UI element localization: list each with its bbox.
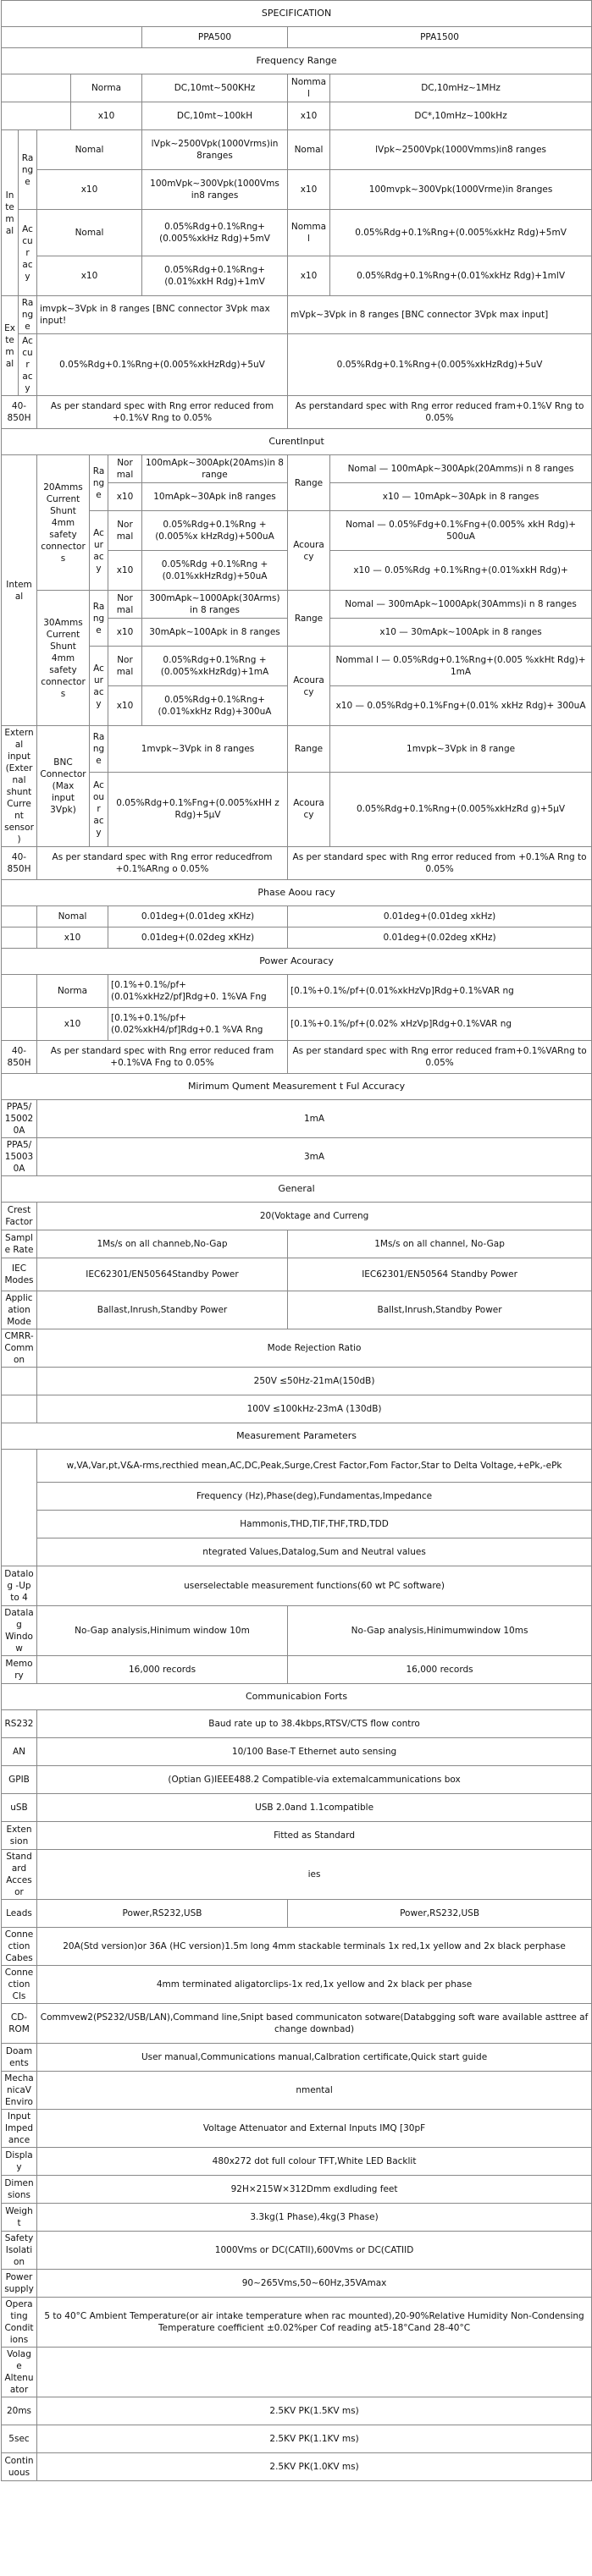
cell-value: 250V ≤50Hz-21mA(150dB) <box>37 1368 592 1395</box>
volt-int-row <box>2 210 592 256</box>
cell-a: DC,10mt~500KHz <box>142 74 288 102</box>
cell-b: 0.01deg+(0.02deg xKHz) <box>288 927 592 949</box>
row-label: Crest Factor <box>2 1203 37 1230</box>
row-label: Nomal <box>346 520 374 530</box>
row-label: Display <box>2 2148 37 2176</box>
measurement-row <box>2 1566 592 1606</box>
comm-row <box>2 1766 592 1794</box>
cmrr-row <box>2 1329 592 1368</box>
cell-b: Power,RS232,USB <box>288 1900 592 1928</box>
min-current-row <box>2 1100 592 1138</box>
cell-value: 2.5KV PK(1.0KV ms) <box>37 2453 592 2481</box>
cell-a: 10mApk~30Apk in8 ranges <box>142 483 288 511</box>
accuracy-label: Acoura cy <box>288 647 330 726</box>
row-label: Norma <box>71 74 142 102</box>
cell-value: (Optian G)IEEE488.2 Compatible-via extemalcammunications box <box>37 1766 592 1794</box>
section-communication <box>2 1684 592 1710</box>
row-label: Extension <box>2 1822 37 1850</box>
mech-row <box>2 2453 592 2481</box>
row-label: x10 <box>37 256 142 296</box>
cell-value: User manual,Communications manual,Calbration certificate,Quick start guide <box>37 2044 592 2072</box>
accuracy-label: Acoura cy <box>288 511 330 591</box>
row-label: 40-850H <box>2 1041 37 1074</box>
comm-row <box>2 1900 592 1928</box>
group-label: External input (External shunt Current sensor) <box>2 726 37 847</box>
cell-a: [0.1%+0.1%/pf+(0.01%xkHz2/pf]Rdg+0. 1%VA Fng <box>108 975 288 1008</box>
current-4085-row <box>2 847 592 880</box>
row-label: x10 <box>37 927 108 949</box>
cell-a: [0.1%+0.1%/pf+(0.02%xkH4/pf]Rdg+0.1 %VA Rng <box>108 1008 288 1041</box>
cell-value: 3mA <box>37 1138 592 1176</box>
section-general <box>2 1176 592 1203</box>
cell-a: 100mVpk~300Vpk(1000Vms in8 ranges <box>142 170 288 210</box>
row-label: Nomal <box>345 599 374 609</box>
range-label: Range <box>19 130 37 210</box>
cell-value: 10/100 Base-T Ethernet auto sensing <box>37 1738 592 1766</box>
mech-row <box>2 2397 592 2425</box>
row-label: Weight <box>2 2204 37 2232</box>
cell-b: 0.01deg+(0.01deg xkHz) <box>288 906 592 927</box>
row-label: PPA5/15002 0A <box>2 1100 37 1138</box>
current-ext-row <box>2 726 592 773</box>
comm-row <box>2 1928 592 1966</box>
volt-int-row <box>2 130 592 170</box>
cell-a: As per standard spec with Rng error reducedfrom +0.1%ARng o 0.05% <box>37 847 288 880</box>
row-label: x10 <box>335 701 353 711</box>
cell-value: 2.5KV PK(1.1KV ms) <box>37 2425 592 2453</box>
range-label: Range <box>288 455 330 511</box>
cell-value: userselectable measurement functions(60 wt PC software) <box>37 1566 592 1606</box>
row-label: IEC Modes <box>2 1258 37 1291</box>
range-label: Rang e <box>90 726 108 773</box>
cell-a: imvpk~3Vpk in 8 ranges [BNC connector 3Vpk max input! <box>37 296 288 334</box>
cell-a: 100mApk~300Apk(20Ams)in 8 range <box>142 455 288 483</box>
current-row <box>2 455 592 483</box>
cell-a: As per standard spec with Rng error reduced fram +0.1%VA Fng to 0.05% <box>37 1041 288 1074</box>
cell-value: Baud rate up to 38.4kbps,RTSV/CTS flow contro <box>37 1710 592 1738</box>
cell-value: 92H×215W×312Dmm exdluding feet <box>37 2176 592 2204</box>
specification-sheet <box>1 0 591 2481</box>
cell-a: 0.01deg+(0.02deg xKHz) <box>108 927 288 949</box>
row-label: Nommal l <box>335 655 379 665</box>
row-label: Continuous <box>2 2453 37 2481</box>
cell-b: As per standard spec with Rng error reduced fram+0.1%VARng to 0.05% <box>288 1041 592 1074</box>
cell-b: Nomal — 0.05%Fdg+0.1%Fng+(0.005% xkH Rdg)+ 500uA <box>330 511 592 551</box>
cell-value: 90~265Vms,50~60Hz,35VAmax <box>37 2270 592 2298</box>
mech-row <box>2 2232 592 2270</box>
cell-b: Ballst,Inrush,Standby Power <box>288 1291 592 1329</box>
current-row <box>2 511 592 551</box>
cell-a: No-Gap analysis,Hinimum window 10m <box>37 1606 288 1656</box>
cell-b: As per standard spec with Rng error reduced from +0.1%A Rng to 0.05% <box>288 847 592 880</box>
row-label: x10 <box>37 1008 108 1041</box>
row-label: Datalag Window <box>2 1606 37 1656</box>
section-min-current <box>2 1074 592 1100</box>
cell-value: 100V ≤100kHz-23mA (130dB) <box>37 1395 592 1423</box>
cell-a: 1mvpk~3Vpk in 8 ranges <box>108 726 288 773</box>
cell-b: IEC62301/EN50564 Standby Power <box>288 1258 592 1291</box>
cell-b: Nomal — 100mApk~300Apk(20Amms)i n 8 ranges <box>330 455 592 483</box>
row-label: Dimensions <box>2 2176 37 2204</box>
cell-value: ies <box>37 1850 592 1900</box>
range-label: Rang e <box>90 591 108 647</box>
mech-row <box>2 2270 592 2298</box>
cell-b: [0.1%+0.1%/pf+(0.01%xkHzVp]Rdg+0.1%VAR ng <box>288 975 592 1008</box>
current-ext-row <box>2 772 592 846</box>
row-label: Operating Conditions <box>2 2298 37 2348</box>
row-label: Nomal <box>37 906 108 927</box>
accuracy-label: Acur acy <box>90 647 108 726</box>
cell-b: x10 — 0.05%Rdg+0.1%Fng+(0.01% xkHz Rdg)+ 300uA <box>330 686 592 726</box>
title-row <box>2 1 592 27</box>
row-label: AN <box>2 1738 37 1766</box>
cell-a: 30mApk~100Apk in 8 ranges <box>142 619 288 647</box>
row-label: Memory <box>2 1656 37 1684</box>
row-label: Safety Isolation <box>2 2232 37 2270</box>
mech-row <box>2 2110 592 2148</box>
row-label: x10 <box>108 551 142 591</box>
cell-a: 300mApk~1000Apk(30Arms) in 8 ranges <box>142 591 288 619</box>
row-label: x10 <box>288 256 330 296</box>
row-label: Nomal <box>347 464 377 474</box>
model-a: PPA500 <box>142 27 288 48</box>
range-label: Rang e <box>90 455 108 511</box>
row-label: Nor mal <box>108 455 142 483</box>
current-row <box>2 647 592 686</box>
row-label: 5sec <box>2 2425 37 2453</box>
sensor-name: BNC Connector(Max input 3Vpk) <box>37 726 90 847</box>
mech-row <box>2 2176 592 2204</box>
cell-value: 1000Vms or DC(CATII),600Vms or DC(CATIID <box>37 2232 592 2270</box>
section-heading: Frequency Range <box>2 48 592 74</box>
row-label: Power supply <box>2 2270 37 2298</box>
spec-title: SPECIFICATION <box>2 1 592 27</box>
accuracy-label: Acour acy <box>90 772 108 846</box>
row-label: x10 <box>288 170 330 210</box>
spec-table <box>1 0 592 2481</box>
accuracy-label: Acoura cy <box>288 772 330 846</box>
row-label: 40-850H <box>2 847 37 880</box>
min-current-row <box>2 1138 592 1176</box>
cell-a: 0.01deg+(0.01deg xKHz) <box>108 906 288 927</box>
mech-row <box>2 2348 592 2397</box>
volt-int-row <box>2 256 592 296</box>
cell-b: 0.05%Rdg+0.1%Rng+(0.01%xkHz Rdg)+1mlV <box>330 256 592 296</box>
cell-b: As perstandard spec with Rng error reduced fram+0.1%V Rng to 0.05% <box>288 396 592 429</box>
row-label: Nomal <box>37 130 142 170</box>
general-row <box>2 1258 592 1291</box>
row-label: x10 <box>108 686 142 726</box>
cell-a: IEC62301/EN50564Standby Power <box>37 1258 288 1291</box>
accuracy-label: Accur acy <box>19 210 37 296</box>
row-label: x10 <box>353 565 370 575</box>
cell-a: 0.05%Rdg+0.1%Rng + (0.005%xkHzRdg)+1mA <box>142 647 288 686</box>
measurement-row <box>2 1656 592 1684</box>
cell-value: 480x272 dot full colour TFT,White LED Backlit <box>37 2148 592 2176</box>
cell-a: As per standard spec with Rng error reduced from +0.1%V Rng to 0.05% <box>37 396 288 429</box>
comm-row <box>2 1738 592 1766</box>
comm-row <box>2 1710 592 1738</box>
accuracy-label: Acur acy <box>90 511 108 591</box>
cell-value: 2.5KV PK(1.5KV ms) <box>37 2397 592 2425</box>
cell-b: 1mvpk~3Vpk in 8 range <box>330 726 592 773</box>
accuracy-label: Accur acy <box>19 334 37 396</box>
cell-b: Nommal l — 0.05%Rdg+0.1%Rng+(0.005 %xkHt Rdg)+ 1mA <box>330 647 592 686</box>
cell-value: Commvew2(PS232/USB/LAN),Command line,Snipt based communicaton sotware(Databgging soft ware available asttree af change downbad) <box>37 2004 592 2044</box>
cell-value: ntegrated Values,Datalog,Sum and Neutral values <box>37 1538 592 1566</box>
row-label: x10 <box>382 492 400 502</box>
comm-row <box>2 2044 592 2072</box>
general-row <box>2 1291 592 1329</box>
freq-row <box>2 74 592 102</box>
phase-row <box>2 927 592 949</box>
cell-a: 1Ms/s on all channeb,No-Gap <box>37 1230 288 1258</box>
row-label: 40-850H <box>2 396 37 429</box>
row-label: x10 <box>71 102 142 130</box>
row-label: GPIB <box>2 1766 37 1794</box>
cell-b: 16,000 records <box>288 1656 592 1684</box>
cell-value: 5 to 40°C Ambient Temperature(or air intake temperature when rac mounted),20-90%Relative Humidity Non-Condensing Temperature coefficient ±0.02%per Cof reading at5-18°Cand 28-40°C <box>37 2298 592 2348</box>
cell-value: nmental <box>37 2072 592 2110</box>
group-label: Intemal <box>2 455 37 726</box>
measurement-row <box>2 1606 592 1656</box>
row-label: Nor mal <box>108 647 142 686</box>
group-label: Inte mal <box>2 130 19 296</box>
row-label: Leads <box>2 1900 37 1928</box>
section-heading: Communicabion Forts <box>2 1684 592 1710</box>
row-label: x10 <box>37 170 142 210</box>
row-label: Input Impedance <box>2 2110 37 2148</box>
cell-value: 20(Voktage and Curreng <box>37 1203 592 1230</box>
row-label: Datalog -Up to 4 <box>2 1566 37 1606</box>
models-row <box>2 27 592 48</box>
measurement-row <box>2 1483 592 1511</box>
cell-a: 0.05%Rdg+0.1%Rng+(0.01%xkH Rdg)+1mV <box>142 256 288 296</box>
cell-value: Mode Rejection Ratio <box>37 1329 592 1368</box>
row-label: x10 <box>108 483 142 511</box>
cell-a: lVpk~2500Vpk(1000Vrms)in 8ranges <box>142 130 288 170</box>
volt-int-row <box>2 170 592 210</box>
cell-b: 100mvpk~300Vpk(1000Vrme)in 8ranges <box>330 170 592 210</box>
comm-row <box>2 1822 592 1850</box>
section-measurement <box>2 1423 592 1450</box>
power-row <box>2 1008 592 1041</box>
range-label: Range <box>288 591 330 647</box>
mech-row <box>2 2204 592 2232</box>
cell-b: x10 — 30mApk~100Apk in 8 ranges <box>330 619 592 647</box>
volt-ext-row <box>2 334 592 396</box>
cell-b: mVpk~3Vpk in 8 ranges [BNC connector 3Vpk max input] <box>288 296 592 334</box>
cell-value: Frequency (Hz),Phase(deg),Fundamentas,Impedance <box>37 1483 592 1511</box>
cell-value: Hammonis,THD,TIF,THF,TRD,TDD <box>37 1511 592 1538</box>
cell-value: 1mA <box>37 1100 592 1138</box>
cell-value: 20A(Std version)or 36A (HC version)1.5m long 4mm stackable terminals 1x red,1x yellow and 2x black perphase <box>37 1928 592 1966</box>
cell-a: Power,RS232,USB <box>37 1900 288 1928</box>
section-heading: Power Acouracy <box>2 949 592 975</box>
volt-4085-row <box>2 396 592 429</box>
row-label: x10 <box>108 619 142 647</box>
cell-b: DC*,10mHz~100kHz <box>330 102 592 130</box>
row-label: Sample Rate <box>2 1230 37 1258</box>
power-4085-row <box>2 1041 592 1074</box>
cell-a: 0.05%Rdg+0.1%Fng+(0.005%xHH z Rdg)+5µV <box>108 772 288 846</box>
cell-b: x10 — 0.05%Rdg +0.1%Rng+(0.01%xkH Rdg)+ <box>330 551 592 591</box>
sensor-name: 30Amms Current Shunt 4mm safety connectors <box>37 591 90 726</box>
section-frequency <box>2 48 592 74</box>
volt-ext-row <box>2 296 592 334</box>
row-label: uSB <box>2 1794 37 1822</box>
measurement-row <box>2 1538 592 1566</box>
cell-a: 0.05%Rdg +0.1%Rng + (0.01%xkHzRdg)+50uA <box>142 551 288 591</box>
row-label: Nomal <box>37 210 142 256</box>
mech-row <box>2 2072 592 2110</box>
cell-b: 0.05%Rdg+0.1%Rng+(0.005%xkHzRdg)+5uV <box>288 334 592 396</box>
row-label: CMRR-Common <box>2 1329 37 1368</box>
freq-row <box>2 102 592 130</box>
row-label: Norma <box>37 975 108 1008</box>
cell-b: 1Ms/s on all channel, No-Gap <box>288 1230 592 1258</box>
row-label: CD-ROM <box>2 2004 37 2044</box>
model-b: PPA1500 <box>288 27 592 48</box>
section-heading: Mirimum Qument Measurement t Ful Accuracy <box>2 1074 592 1100</box>
cell-value: 3.3kg(1 Phase),4kg(3 Phase) <box>37 2204 592 2232</box>
row-label: Doaments <box>2 2044 37 2072</box>
section-heading: Phase Aoou racy <box>2 880 592 906</box>
row-label: 20ms <box>2 2397 37 2425</box>
comm-row <box>2 1966 592 2004</box>
section-current <box>2 429 592 455</box>
row-label: Standard Accesor <box>2 1850 37 1900</box>
cell-a: 0.05%Rdg+0.1%Rng+(0.005%xkHz Rdg)+5mV <box>142 210 288 256</box>
row-label: Application Mode <box>2 1291 37 1329</box>
cell-value: Voltage Attenuator and External Inputs IMQ [30pF <box>37 2110 592 2148</box>
section-heading: General <box>2 1176 592 1203</box>
cell-b: DC,10mHz~1MHz <box>330 74 592 102</box>
cell-b: 0.05%Rdg+0.1%Rng+(0.005%xkHzRd g)+5µV <box>330 772 592 846</box>
cell-value: USB 2.0and 1.1compatible <box>37 1794 592 1822</box>
cell-value: 4mm terminated aligatorclips-1x red,1x yellow and 2x black per phase <box>37 1966 592 2004</box>
mech-row <box>2 2148 592 2176</box>
row-label: Connection Cabes <box>2 1928 37 1966</box>
range-label: Range <box>19 296 37 334</box>
row-label: MechanicaV Enviro <box>2 2072 37 2110</box>
section-heading: Measurement Parameters <box>2 1423 592 1450</box>
row-label: Nomal <box>288 130 330 170</box>
cell-a: DC,10mt~100kH <box>142 102 288 130</box>
row-label: Nommal <box>288 74 330 102</box>
mech-row <box>2 2298 592 2348</box>
cell-b: x10 — 10mApk~30Apk in 8 ranges <box>330 483 592 511</box>
row-label: RS232 <box>2 1710 37 1738</box>
measurement-row <box>2 1450 592 1483</box>
cell-a: 0.05%Rdg+0.1%Rng+ (0.01%xkHz Rdg)+300uA <box>142 686 288 726</box>
row-label: x10 <box>288 102 330 130</box>
range-label: Range <box>288 726 330 773</box>
cell-a: Ballast,Inrush,Standby Power <box>37 1291 288 1329</box>
cell-b: [0.1%+0.1%/pf+(0.02% xHzVp]Rdg+0.1%VAR ng <box>288 1008 592 1041</box>
group-label: Exte mal <box>2 296 19 396</box>
row-label: Nor mal <box>108 511 142 551</box>
cell-value: w,VA,Var,pt,V&A-rms,recthied mean,AC,DC,Peak,Surge,Crest Factor,Fom Factor,Star to Delta Voltage,+ePk,-ePk <box>37 1450 592 1483</box>
cell-a: 0.05%Rdg+0.1%Rng + (0.005%x kHzRdg)+500uA <box>142 511 288 551</box>
comm-row <box>2 1850 592 1900</box>
cell-value: Fitted as Standard <box>37 1822 592 1850</box>
cmrr-row <box>2 1368 592 1395</box>
cell-value <box>37 2348 592 2397</box>
cell-a: 0.05%Rdg+0.1%Rng+(0.005%xkHzRdg)+5uV <box>37 334 288 396</box>
cmrr-row <box>2 1395 592 1423</box>
cell-b: lVpk~2500Vpk(1000Vmms)in8 ranges <box>330 130 592 170</box>
row-label: Nommal <box>288 210 330 256</box>
measurement-row <box>2 1511 592 1538</box>
general-row <box>2 1203 592 1230</box>
power-row <box>2 975 592 1008</box>
section-power <box>2 949 592 975</box>
cell-b: No-Gap analysis,Hinimumwindow 10ms <box>288 1606 592 1656</box>
row-label: Connection Cls <box>2 1966 37 2004</box>
row-label: Volage Altenuator <box>2 2348 37 2397</box>
current-row <box>2 591 592 619</box>
row-label: PPA5/15003 0A <box>2 1138 37 1176</box>
section-heading: CurentInput <box>2 429 592 455</box>
cell-b: Nomal — 300mApk~1000Apk(30Amms)i n 8 ranges <box>330 591 592 619</box>
row-label: x10 <box>379 627 396 637</box>
general-row <box>2 1230 592 1258</box>
row-label: Nor mal <box>108 591 142 619</box>
section-phase <box>2 880 592 906</box>
mech-row <box>2 2425 592 2453</box>
cell-b: 0.05%Rdg+0.1%Rng+(0.005%xkHz Rdg)+5mV <box>330 210 592 256</box>
phase-row <box>2 906 592 927</box>
sensor-name: 20Amms Current Shunt 4mm safety connectors <box>37 455 90 591</box>
comm-row <box>2 2004 592 2044</box>
comm-row <box>2 1794 592 1822</box>
cell-a: 16,000 records <box>37 1656 288 1684</box>
